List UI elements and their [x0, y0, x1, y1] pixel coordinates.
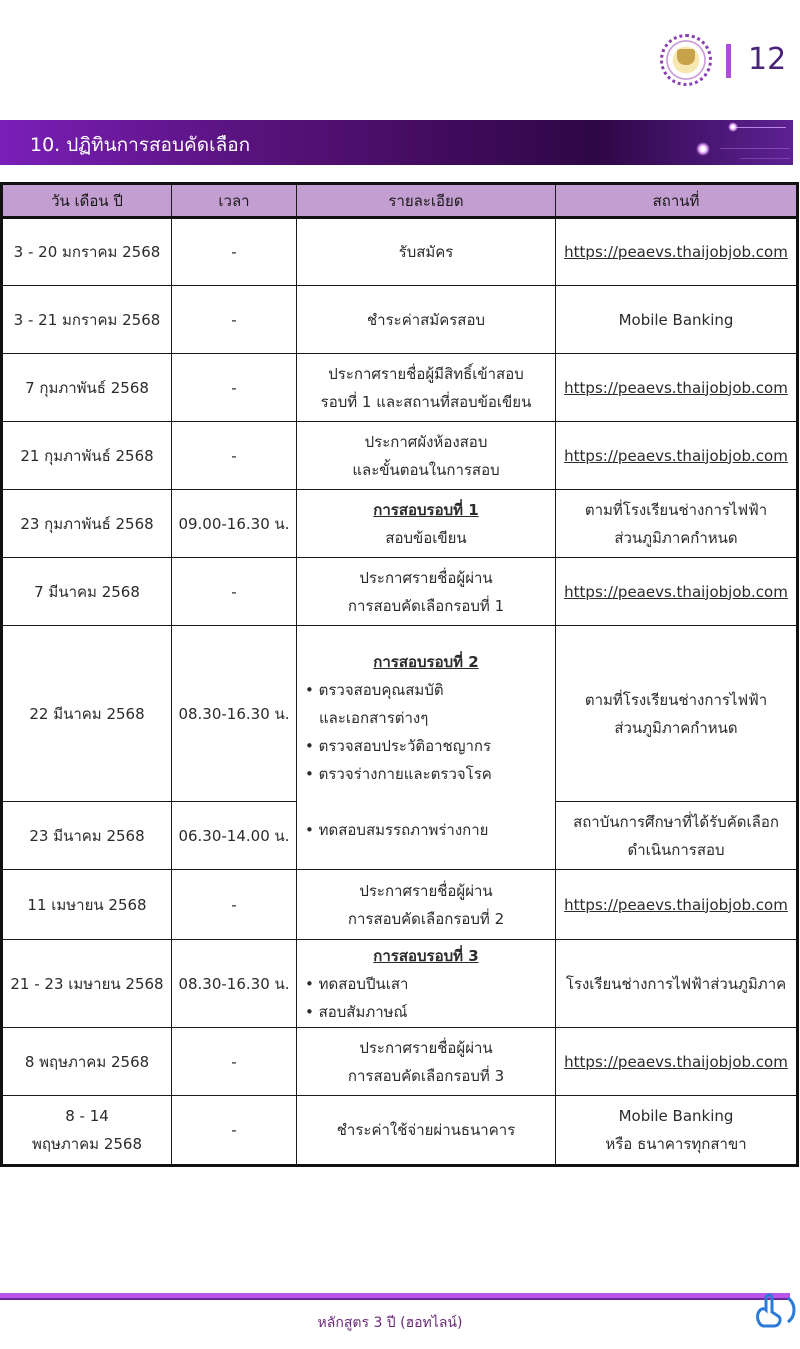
time-cell: -: [172, 1096, 297, 1166]
column-header-time: เวลา: [172, 184, 297, 218]
place-cell: [556, 558, 798, 626]
time-cell: -: [172, 422, 297, 490]
spacer: [297, 788, 555, 816]
place-line: ส่วนภูมิภาคกำหนด: [614, 528, 738, 547]
place-cell: [556, 1028, 798, 1096]
bullet-item: • ตรวจร่างกายและตรวจโรค: [297, 760, 555, 788]
detail-line: ประกาศรายชื่อผู้มีสิทธิ์เข้าสอบ: [328, 364, 524, 383]
table-row: [2, 558, 798, 626]
circuit-decoration: [736, 127, 786, 128]
date-line: พฤษภาคม 2568: [31, 1135, 143, 1153]
registration-link[interactable]: https://peaevs.thaijobjob.com: [564, 243, 788, 261]
detail-line: ประกาศรายชื่อผู้ผ่าน: [359, 1038, 493, 1057]
date-cell: 11 เมษายน 2568: [2, 870, 172, 940]
circuit-decoration: [720, 148, 790, 149]
date-cell: [2, 1096, 172, 1166]
place-line: หรือ ธนาคารทุกสาขา: [605, 1135, 747, 1153]
time-cell: -: [172, 870, 297, 940]
page-divider: [726, 44, 731, 78]
time-cell: -: [172, 354, 297, 422]
time-cell: -: [172, 286, 297, 354]
detail-cell: [297, 490, 556, 558]
round-heading: การสอบรอบที่ 2: [373, 653, 479, 671]
date-cell: 21 - 23 เมษายน 2568: [2, 940, 172, 1028]
place-cell: [556, 626, 798, 802]
bullet-item: • สอบสัมภาษณ์: [297, 998, 555, 1026]
detail-cell: ชำระค่าใช้จ่ายผ่านธนาคาร: [297, 1096, 556, 1166]
column-header-detail: รายละเอียด: [297, 184, 556, 218]
table-row: [2, 1096, 798, 1166]
date-cell: 23 มีนาคม 2568: [2, 802, 172, 870]
table-header-row: [2, 184, 798, 218]
time-cell: 06.30-14.00 น.: [172, 802, 297, 870]
table-row: [2, 940, 798, 1028]
detail-cell: รับสมัคร: [297, 218, 556, 286]
footer-divider: [0, 1293, 790, 1300]
place-line: สถาบันการศึกษาที่ได้รับคัดเลือก: [573, 812, 779, 831]
detail-cell: [297, 354, 556, 422]
table-row: [2, 422, 798, 490]
circuit-decoration: [740, 158, 790, 159]
announcement-link[interactable]: https://peaevs.thaijobjob.com: [564, 1052, 788, 1071]
column-header-place: สถานที่: [556, 184, 798, 218]
time-cell: 08.30-16.30 น.: [172, 626, 297, 802]
detail-cell: [297, 558, 556, 626]
glow-dot-icon: [696, 142, 710, 156]
detail-line: รอบที่ 1 และสถานที่สอบข้อเขียน: [320, 392, 532, 411]
bullet-continuation: และเอกสารต่างๆ: [319, 709, 429, 727]
bullet-item: • ทดสอบปีนเสา: [297, 970, 555, 998]
detail-line: การสอบคัดเลือกรอบที่ 3: [347, 1066, 505, 1085]
exam-schedule-table: [0, 182, 799, 1167]
place-cell: [556, 422, 798, 490]
time-cell: 09.00-16.30 น.: [172, 490, 297, 558]
detail-cell: [297, 870, 556, 940]
place-cell: [556, 490, 798, 558]
hand-swipe-icon[interactable]: [752, 1290, 800, 1330]
round-heading: การสอบรอบที่ 1: [373, 500, 479, 519]
detail-cell: [297, 1028, 556, 1096]
announcement-link[interactable]: https://peaevs.thaijobjob.com: [564, 582, 788, 601]
place-line: ตามที่โรงเรียนช่างการไฟฟ้า: [584, 500, 768, 519]
place-cell: [556, 802, 798, 870]
place-line: ตามที่โรงเรียนช่างการไฟฟ้า: [584, 690, 768, 709]
date-cell: 3 - 21 มกราคม 2568: [2, 286, 172, 354]
round-heading: การสอบรอบที่ 3: [373, 946, 479, 965]
footer-text: หลักสูตร 3 ปี (ฮอทไลน์): [317, 1315, 463, 1331]
detail-cell: ชำระค่าสมัครสอบ: [297, 286, 556, 354]
time-cell: 08.30-16.30 น.: [172, 940, 297, 1028]
announcement-link[interactable]: https://peaevs.thaijobjob.com: [564, 895, 788, 914]
announcement-link[interactable]: https://peaevs.thaijobjob.com: [564, 446, 788, 465]
bullet-item: • ตรวจสอบคุณสมบัติ: [297, 676, 555, 704]
date-cell: 3 - 20 มกราคม 2568: [2, 218, 172, 286]
detail-cell: [297, 422, 556, 490]
time-cell: -: [172, 218, 297, 286]
date-cell: 7 กุมภาพันธ์ 2568: [2, 354, 172, 422]
bullet-item: • ทดสอบสมรรถภาพร่างกาย: [297, 816, 555, 844]
place-cell: [556, 1096, 798, 1166]
date-cell: 21 กุมภาพันธ์ 2568: [2, 422, 172, 490]
detail-line: ประกาศผังห้องสอบ: [364, 432, 488, 451]
page-header: [640, 30, 800, 94]
place-line: ดำเนินการสอบ: [627, 840, 725, 859]
detail-line: การสอบคัดเลือกรอบที่ 2: [347, 909, 505, 928]
table-row: [2, 286, 798, 354]
announcement-link[interactable]: https://peaevs.thaijobjob.com: [564, 378, 788, 397]
section-title: 10. ปฏิทินการสอบคัดเลือก: [30, 134, 251, 156]
date-cell: 23 กุมภาพันธ์ 2568: [2, 490, 172, 558]
column-header-date: วัน เดือน ปี: [2, 184, 172, 218]
table-row: [2, 490, 798, 558]
time-cell: -: [172, 558, 297, 626]
date-line: 8 - 14: [65, 1107, 109, 1125]
table-row: [2, 354, 798, 422]
detail-line: สอบข้อเขียน: [385, 528, 467, 547]
detail-cell: [297, 940, 556, 1028]
time-cell: -: [172, 1028, 297, 1096]
detail-cell: [297, 626, 556, 870]
date-cell: 8 พฤษภาคม 2568: [2, 1028, 172, 1096]
page-number: 12: [748, 42, 787, 77]
place-cell: [556, 218, 798, 286]
detail-line: และขั้นตอนในการสอบ: [352, 460, 500, 479]
section-banner: [0, 120, 793, 165]
institution-emblem-icon: [660, 34, 712, 86]
table-row: [2, 626, 798, 802]
table-row: [2, 1028, 798, 1096]
place-cell: โรงเรียนช่างการไฟฟ้าส่วนภูมิภาค: [556, 940, 798, 1028]
place-cell: [556, 870, 798, 940]
detail-line: ประกาศรายชื่อผู้ผ่าน: [359, 568, 493, 587]
place-cell: [556, 354, 798, 422]
detail-line: การสอบคัดเลือกรอบที่ 1: [347, 596, 505, 615]
place-cell: Mobile Banking: [556, 286, 798, 354]
date-cell: 7 มีนาคม 2568: [2, 558, 172, 626]
date-cell: 22 มีนาคม 2568: [2, 626, 172, 802]
place-line: Mobile Banking: [618, 1107, 734, 1125]
glow-dot-icon: [728, 122, 738, 132]
place-line: ส่วนภูมิภาคกำหนด: [614, 718, 738, 737]
table-row: [2, 218, 798, 286]
bullet-item: • ตรวจสอบประวัติอาชญากร: [297, 732, 555, 760]
detail-line: ประกาศรายชื่อผู้ผ่าน: [359, 881, 493, 900]
table-row: [2, 870, 798, 940]
